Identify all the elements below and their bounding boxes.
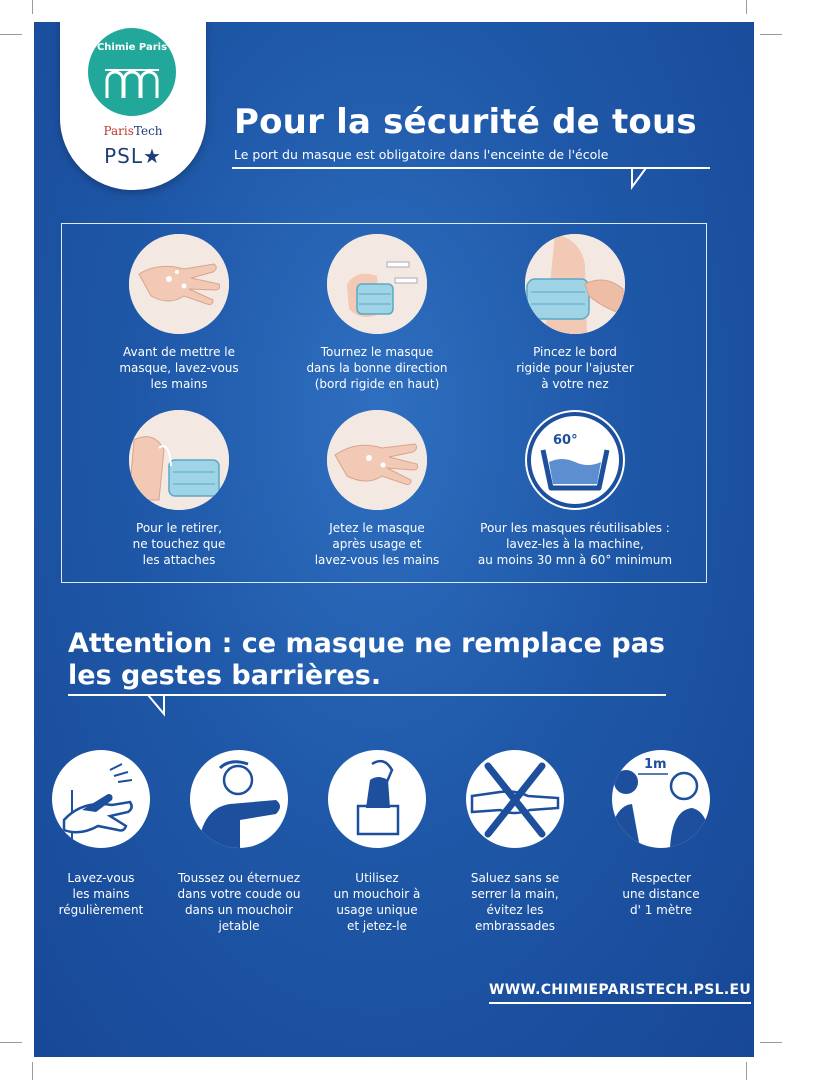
washing-hands-icon <box>129 234 229 334</box>
hand-washing-icon <box>52 750 150 848</box>
gesture-caption: Lavez-vous les mains régulièrement <box>58 871 144 917</box>
step-wash-machine <box>470 410 680 568</box>
school-logo <box>60 22 206 190</box>
mask-orientation-icon <box>327 234 427 334</box>
gesture-no-handshake <box>450 750 580 934</box>
gesture-cough-elbow <box>174 750 304 934</box>
distance-icon <box>612 750 710 848</box>
step-remove-mask <box>74 410 284 568</box>
attention-heading: Attention : ce masque ne remplace pas les gestes barrières. <box>68 628 666 691</box>
distance-label: 1m <box>644 757 667 772</box>
gesture-caption: Respecter une distance d' 1 mètre <box>622 871 700 917</box>
arches-icon <box>105 64 159 100</box>
crop-mark <box>0 34 22 35</box>
crop-mark <box>760 1042 782 1043</box>
crop-mark <box>746 0 747 14</box>
gesture-caption: Saluez sans se serrer la main, évitez les embrassades <box>470 871 560 933</box>
logo-paris: Paris <box>103 124 134 138</box>
gesture-caption: Toussez ou éternuez dans votre coude ou dans un mouchoir jetable <box>177 871 301 933</box>
no-handshake-icon <box>466 750 564 848</box>
step-orient-mask <box>272 234 482 392</box>
logo-text: Chimie Paris <box>96 42 168 53</box>
pinch-nose-icon <box>525 234 625 334</box>
gesture-caption: Utilisez un mouchoir à usage unique et jetez-le <box>333 871 421 933</box>
url-underline <box>489 1002 751 1004</box>
speech-bubble-line <box>68 692 668 718</box>
page-subtitle: Le port du masque est obligatoire dans l'enceinte de l'école <box>234 147 609 162</box>
crop-mark <box>0 1042 22 1043</box>
step-caption: Avant de mettre le masque, lavez-vous les mains <box>119 345 239 391</box>
crop-mark <box>746 1062 747 1080</box>
crop-mark <box>760 34 782 35</box>
cough-elbow-icon <box>190 750 288 848</box>
step-caption: Pincez le bord rigide pour l'ajuster à votre nez <box>516 345 634 391</box>
logo-paristech <box>60 124 206 138</box>
poster <box>34 22 754 1057</box>
step-caption: Pour les masques réutilisables : lavez-les à la machine, au moins 30 mn à 60° minimum <box>477 521 673 567</box>
step-caption: Tournez le masque dans la bonne direction (bord rigide en haut) <box>306 345 448 391</box>
step-discard-mask <box>272 410 482 568</box>
logo-psl: PSL★ <box>104 144 162 168</box>
logo-tech: Tech <box>133 124 163 138</box>
gesture-distance <box>596 750 726 918</box>
website-link[interactable]: WWW.CHIMIEPARISTECH.PSL.EU <box>489 982 752 998</box>
tissue-box-icon <box>328 750 426 848</box>
speech-bubble-line <box>232 165 716 191</box>
gesture-wash-hands <box>36 750 166 918</box>
remove-mask-icon <box>129 410 229 510</box>
temperature-label: 60° <box>553 433 578 448</box>
crop-mark <box>32 1062 33 1080</box>
step-caption: Pour le retirer, ne touchez que les attaches <box>132 521 226 567</box>
gesture-tissue <box>312 750 442 934</box>
page-title: Pour la sécurité de tous <box>234 102 697 142</box>
step-pinch-nose <box>470 234 680 392</box>
step-wash-hands <box>74 234 284 392</box>
wash-60-icon <box>525 410 625 510</box>
washing-hands-icon <box>327 410 427 510</box>
step-caption: Jetez le masque après usage et lavez-vous les mains <box>314 521 440 567</box>
crop-mark <box>32 0 33 14</box>
logo-badge <box>88 28 176 116</box>
